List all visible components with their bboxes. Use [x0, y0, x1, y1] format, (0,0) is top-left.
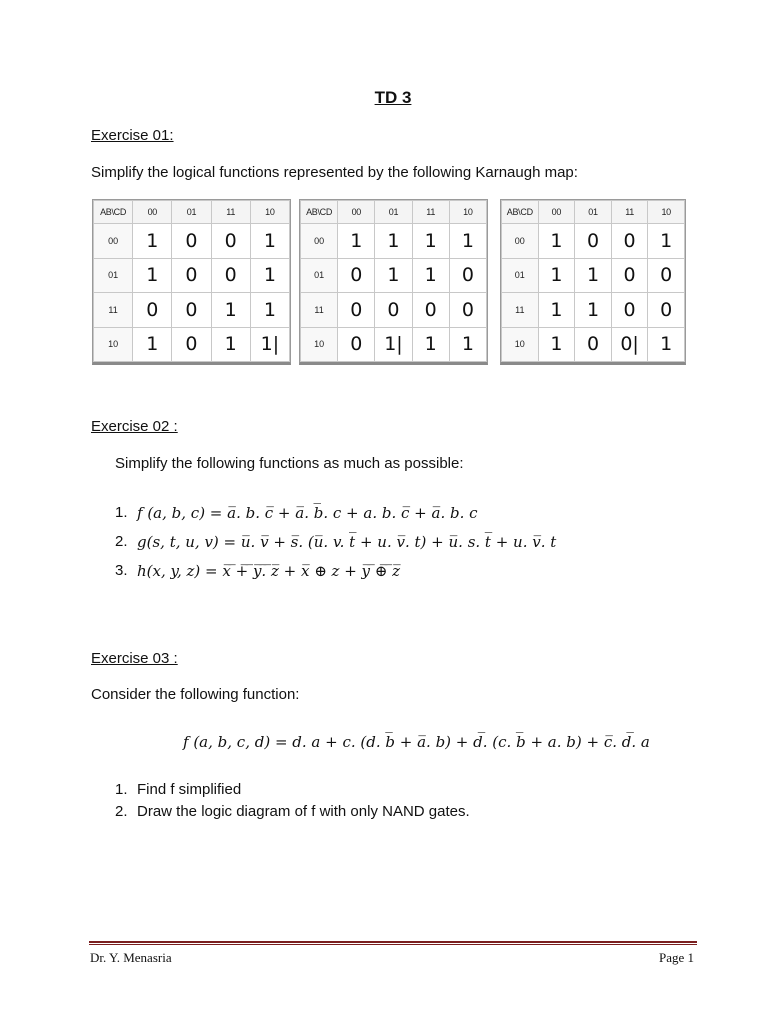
kmap-row-header: 10: [94, 327, 133, 362]
exercise-03-heading: Exercise 03 :: [91, 650, 178, 667]
kmap-corner: AB\CD: [301, 201, 338, 224]
kmap-cell: 1: [449, 327, 486, 362]
kmap-cell: 0: [211, 258, 250, 293]
kmap-cell: 1: [211, 293, 250, 328]
kmap-cell: 0: [575, 224, 612, 259]
kmap-cell: 1: [449, 224, 486, 259]
function-h-expression: h(x, y, z) = x̅ ̅+̅ ̅y̅.̅ ̅z̅ + x̅ ⊕ z + y̅ ̅⊕̅ ̅z̅: [137, 562, 401, 580]
kmap-row-header: 10: [502, 327, 539, 362]
kmap-cell: 1: [250, 293, 289, 328]
karnaugh-maps: [92, 199, 686, 367]
kmap-row-header: 00: [94, 224, 133, 259]
kmap-cell: 1: [133, 327, 172, 362]
exercise-01-heading: Exercise 01:: [91, 127, 174, 144]
kmap-cell: 0: [133, 293, 172, 328]
kmap-row-header: 01: [94, 258, 133, 293]
page-title: TD 3: [374, 88, 412, 107]
kmap-row-header: 01: [301, 258, 338, 293]
kmap-cell: 1: [575, 258, 612, 293]
kmap-cell: 0: [648, 293, 685, 328]
kmap-cell: 0: [172, 224, 211, 259]
kmap-col-header: 00: [538, 201, 575, 224]
karnaugh-map-1: [92, 199, 291, 365]
list-number: 1.: [115, 781, 128, 798]
kmap-cell: 1: [538, 327, 575, 362]
kmap-row-header: 11: [94, 293, 133, 328]
kmap-cell: 1: [133, 224, 172, 259]
kmap-row-header: 00: [301, 224, 338, 259]
kmap-cell: 1: [538, 224, 575, 259]
kmap-cell: 1: [375, 224, 412, 259]
exercise-01-instruction: Simplify the logical functions represented by the following Karnaugh map:: [91, 164, 578, 181]
footer-author: Dr. Y. Menasria: [90, 950, 172, 965]
kmap-cell: 1: [211, 327, 250, 362]
kmap-row-header: 01: [502, 258, 539, 293]
kmap-cell: 0|: [611, 327, 648, 362]
kmap-cell: 1: [338, 224, 375, 259]
karnaugh-map-3: [500, 199, 686, 365]
list-number: 2.: [115, 533, 128, 550]
exercise-02-instruction: Simplify the following functions as much as possible:: [115, 455, 464, 472]
kmap-cell: 0: [611, 224, 648, 259]
kmap-cell: 1: [412, 327, 449, 362]
kmap-cell: 1: [648, 224, 685, 259]
kmap-cell: 1|: [375, 327, 412, 362]
list-number: 3.: [115, 562, 128, 579]
kmap-row-header: 11: [301, 293, 338, 328]
kmap-cell: 1: [375, 258, 412, 293]
kmap-row-header: 10: [301, 327, 338, 362]
kmap-row-header: 11: [502, 293, 539, 328]
kmap-corner: AB\CD: [94, 201, 133, 224]
kmap-cell: 1: [250, 258, 289, 293]
exercise-02-heading: Exercise 02 :: [91, 418, 178, 435]
function-f-formula: f (a, b, c, d) = d. a + c. (d. b̅ + a̅. b) + d̅. (c. b̅ + a. b) + c̅. d̅. a: [183, 733, 650, 751]
kmap-cell: 0: [648, 258, 685, 293]
kmap-cell: 0: [172, 327, 211, 362]
footer-divider-thin: [89, 944, 697, 945]
list-item-text: Draw the logic diagram of f with only NAND gates.: [137, 803, 470, 820]
kmap-col-header: 01: [375, 201, 412, 224]
kmap-cell: 0: [172, 258, 211, 293]
kmap-corner: AB\CD: [502, 201, 539, 224]
list-number: 1.: [115, 504, 128, 521]
list-number: 2.: [115, 803, 128, 820]
kmap-col-header: 11: [611, 201, 648, 224]
exercise-03-instruction: Consider the following function:: [91, 686, 300, 703]
kmap-cell: 0: [449, 293, 486, 328]
footer-page-number: Page 1: [658, 950, 694, 965]
kmap-cell: 1: [648, 327, 685, 362]
kmap-cell: 0: [449, 258, 486, 293]
kmap-cell: 0: [338, 327, 375, 362]
kmap-cell: 1: [538, 258, 575, 293]
kmap-cell: 0: [575, 327, 612, 362]
kmap-cell: 1: [538, 293, 575, 328]
kmap-cell: 0: [172, 293, 211, 328]
kmap-cell: 1: [575, 293, 612, 328]
kmap-col-header: 00: [338, 201, 375, 224]
kmap-col-header: 10: [648, 201, 685, 224]
kmap-cell: 1: [412, 258, 449, 293]
kmap-col-header: 01: [172, 201, 211, 224]
kmap-cell: 0: [611, 258, 648, 293]
footer-divider: [89, 941, 697, 943]
kmap-cell: 1: [250, 224, 289, 259]
kmap-cell: 1: [133, 258, 172, 293]
kmap-cell: 0: [412, 293, 449, 328]
kmap-col-header: 11: [211, 201, 250, 224]
kmap-row-header: 00: [502, 224, 539, 259]
exercise-02-list: [115, 504, 715, 584]
kmap-cell: 1: [412, 224, 449, 259]
kmap-cell: 0: [211, 224, 250, 259]
kmap-col-header: 11: [412, 201, 449, 224]
exercise-03-list: [115, 781, 715, 825]
kmap-col-header: 00: [133, 201, 172, 224]
karnaugh-map-2: [299, 199, 488, 365]
function-g-expression: g(s, t, u, v) = u̅. v̅ + s̅. (u̅. v. t̅ + u. v̅. t) + u̅. s. t̅ + u. v̅. t: [137, 533, 557, 551]
kmap-col-header: 10: [250, 201, 289, 224]
kmap-col-header: 10: [449, 201, 486, 224]
kmap-col-header: 01: [575, 201, 612, 224]
kmap-cell: 0: [338, 258, 375, 293]
function-f-expression: f (a, b, c) = a̅. b. c̅ + a̅. b̅. c + a. b. c̅ + a̅. b. c: [137, 504, 478, 522]
kmap-cell: 0: [611, 293, 648, 328]
kmap-cell: 1|: [250, 327, 289, 362]
kmap-cell: 0: [375, 293, 412, 328]
kmap-cell: 0: [338, 293, 375, 328]
list-item-text: Find f simplified: [137, 781, 242, 798]
